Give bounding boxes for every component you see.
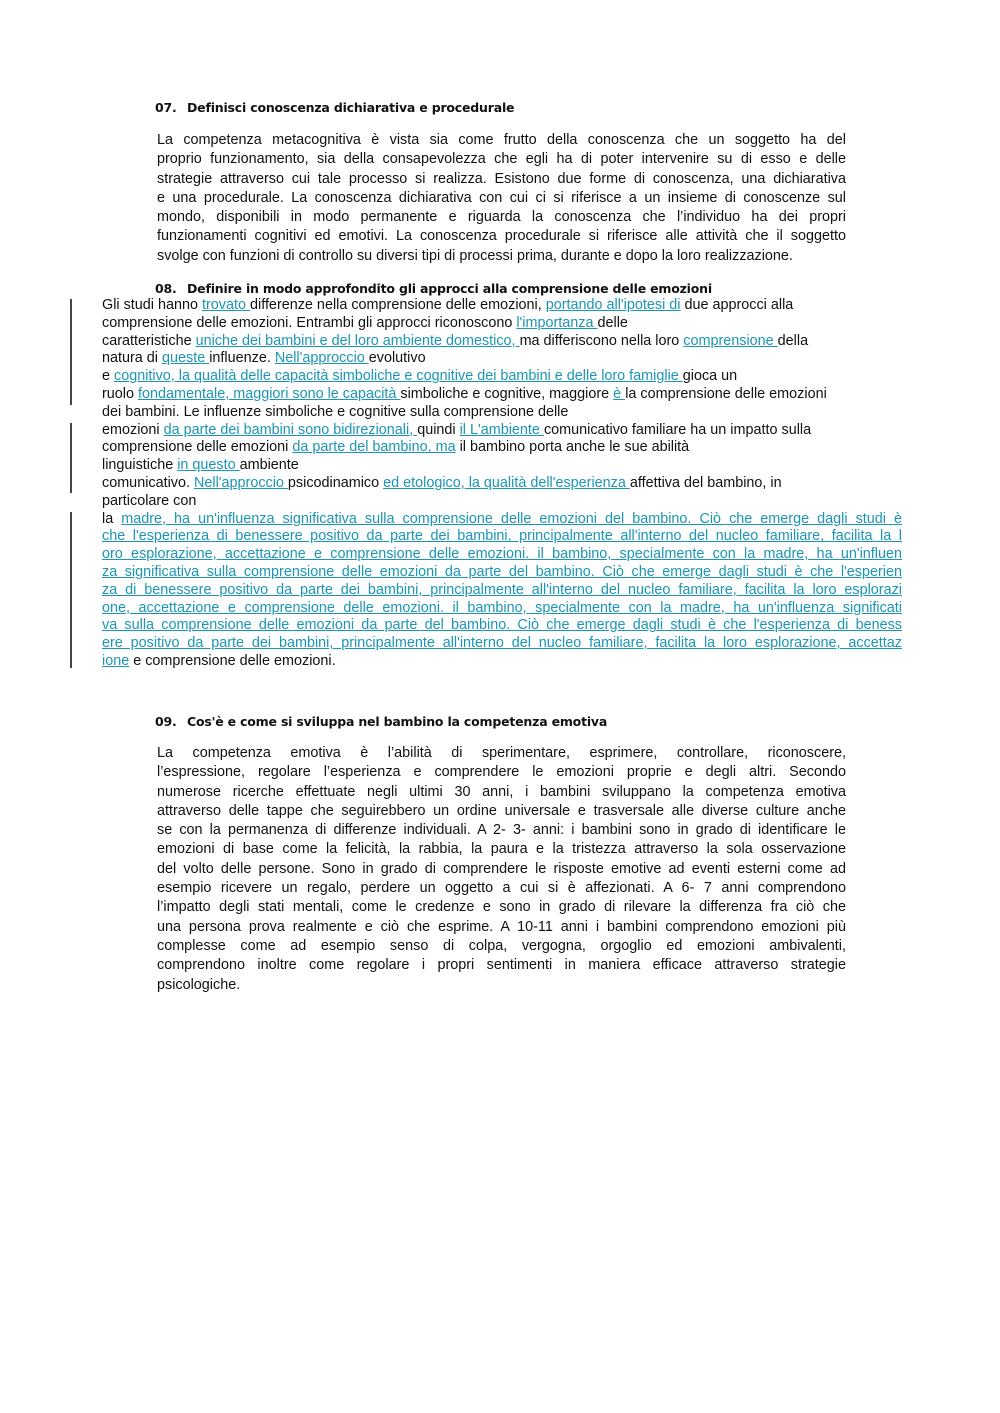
plain-text: la [102, 510, 122, 527]
plain-text: ma differiscono nella loro [519, 332, 684, 349]
q07-title: Definisci conoscenza dichiarativa e procedurale [187, 100, 515, 115]
plain-text: Gli studi hanno [102, 297, 202, 313]
tracked-change-text: va sulla comprensione delle emozioni da parte del bambino. Ciò che emerge dagli studi è che l'esperienza di beness [102, 617, 902, 634]
change-bar [70, 423, 72, 493]
text-line [102, 617, 902, 635]
plain-text: delle [597, 314, 628, 331]
plain-text: due approcci alla [680, 297, 794, 313]
text-line: psicologiche. [157, 976, 241, 993]
plain-text: gioca un [682, 368, 738, 385]
plain-text: emozioni [102, 421, 164, 438]
tracked-change-text: Nell'approccio [274, 350, 369, 367]
text-line [102, 564, 902, 582]
text-line: del volto delle persone. Sono in grado di comprendere le risposte emotive ad eventi esterni come ad [157, 860, 846, 877]
text-line: se con la permanenza di differenze individuali. A 2- 3- anni: i bambini sono in grado di identificare le [157, 822, 846, 839]
q08-number: 08. [155, 281, 177, 296]
text-line [102, 333, 902, 351]
tracked-change-text: Nell'approccio [193, 474, 288, 491]
text-line [102, 386, 902, 404]
q08-heading [155, 281, 712, 296]
text-line [102, 368, 902, 386]
text-line [102, 528, 902, 546]
tracked-change-text: trovato [202, 297, 250, 313]
q09-title: Cos'è e come si sviluppa nel bambino la competenza emotiva [187, 714, 608, 729]
tracked-change-text: ed etologico, la qualità dell'esperienza [383, 474, 630, 491]
plain-text: particolare con [102, 492, 197, 509]
tracked-change-text: cognitivo, la qualità delle capacità simboliche e cognitive dei bambini e delle loro famiglie [114, 368, 683, 385]
text-line: attraverso delle tappe che seguirebbero un ordine universale e trasversale alle diverse culture anche [157, 802, 846, 819]
text-line [102, 350, 902, 368]
tracked-change-text: comprensione [683, 332, 778, 349]
plain-text: psicodinamico [287, 474, 384, 491]
plain-text: comprensione delle emozioni [102, 439, 293, 456]
text-line: e una procedurale. La conoscenza dichiarativa con cui ci si riferisce a un insieme di conoscenze sul [157, 189, 846, 206]
plain-text: evolutivo [368, 350, 426, 367]
text-line [102, 653, 902, 671]
text-line: numerose ricerche effettuate negli ultimi 30 anni, i bambini sviluppano la competenza emotiva [157, 783, 846, 800]
q07-paragraph [157, 131, 846, 266]
text-line [102, 582, 902, 600]
plain-text: della [777, 332, 809, 349]
plain-text: quindi [417, 421, 460, 438]
tracked-change-text: one, accettazione e comprensione delle emozioni. il bambino, specialmente con la madre, ha un'influenza significati [102, 599, 902, 616]
change-bar [70, 512, 72, 668]
tracked-change-text: za di benessere positivo da parte dei bambini, principalmente all'interno del nucleo familiare, facilita la loro esplorazi [102, 581, 902, 598]
plain-text: simboliche e cognitive, maggiore [400, 385, 614, 402]
plain-text: comunicativo. [102, 474, 194, 491]
q09-heading [155, 714, 607, 729]
text-line: una persona prova realmente e ciò che esprime. A 10-11 anni i bambini comprendono emozioni più [157, 918, 846, 935]
tracked-change-text: da parte dei bambini sono bidirezionali, [163, 421, 418, 438]
text-line [102, 404, 902, 422]
plain-text: affettiva del bambino, in [629, 474, 782, 491]
text-line: mondo, disponibili in modo permanente e riguarda la conoscenza che l’individuo ha dei propri [157, 209, 846, 226]
text-line: comprendono inoltre come regolare i propri sentimenti in maniera efficace attraverso strategie [157, 957, 846, 974]
plain-text: e [102, 368, 115, 385]
text-line: La competenza emotiva è l’abilità di sperimentare, esprimere, controllare, riconoscere, [157, 745, 846, 761]
plain-text: influenze. [209, 350, 275, 367]
q08-paragraph [102, 297, 902, 671]
tracked-change-text: portando all'ipotesi di [545, 297, 681, 313]
q09-paragraph [157, 744, 846, 995]
tracked-change-text: l'importanza [516, 314, 598, 331]
text-line [102, 511, 902, 529]
text-line [102, 422, 902, 440]
tracked-change-text: in questo [177, 457, 240, 474]
tracked-change-text: ione [102, 652, 130, 669]
plain-text: e comprensione delle emozioni. [129, 652, 336, 669]
text-line: proprio funzionamento, sia della consapevolezza che egli ha di poter intervenire su di esso e delle [157, 151, 846, 168]
tracked-change-text: oro esplorazione, accettazione e comprensione delle emozioni. il bambino, specialmente con la madre, ha un'influen [102, 546, 902, 563]
plain-text: linguistiche [102, 457, 178, 474]
text-line: funzionamenti cognitivi ed emotivi. La conoscenza procedurale si riferisce alle attività che il soggetto [157, 228, 846, 245]
tracked-change-text: queste [162, 350, 210, 367]
text-line [102, 635, 902, 653]
tracked-change-text: za significativa sulla comprensione delle emozioni da parte del bambino. Ciò che emerge dagli studi è che l'esperien [102, 563, 902, 580]
text-line [102, 493, 902, 511]
q07-heading [155, 100, 514, 115]
text-line: strategie attraverso cui tale processo si realizza. Esistono due forme di conoscenza, una dichiarativa [157, 170, 846, 187]
tracked-change-text: madre, ha un'influenza significativa sulla comprensione delle emozioni del bambino. Ciò che emerge dagli studi è [121, 510, 902, 527]
text-line [102, 297, 902, 315]
text-line [102, 600, 902, 618]
tracked-change-text: uniche dei bambini e del loro ambiente domestico, [195, 332, 520, 349]
text-line: l’espressione, regolare l’esperienza e comprendere le emozioni proprie e degli altri. Secondo [157, 764, 846, 781]
tracked-change-text: il L'ambiente [459, 421, 544, 438]
text-line: complesse come ad esempio senso di colpa, vergogna, orgoglio ed emozioni ambivalenti, [157, 937, 846, 954]
plain-text: caratteristiche [102, 332, 196, 349]
text-line: svolge con funzioni di controllo su diversi tipi di processi prima, durante e dopo la loro realizzazione. [157, 247, 793, 264]
text-line [102, 475, 902, 493]
tracked-change-text: ere positivo da parte dei bambini, principalmente all'interno del nucleo familiare, facilita la loro esplorazione, accettaz [102, 635, 902, 652]
change-bar [70, 299, 72, 405]
text-line: esempio ricevere un regalo, perdere un oggetto a cui si è affezionati. A 6- 7 anni comprendono [157, 880, 846, 897]
q08-title: Definire in modo approfondito gli approcci alla comprensione delle emozioni [187, 281, 712, 296]
plain-text: ambiente [239, 457, 299, 474]
text-line [102, 457, 902, 475]
text-line [102, 546, 902, 564]
text-line: emozioni di base come la felicità, la rabbia, la paura e la tristezza attraverso la sola osservazione [157, 841, 846, 858]
plain-text: dei bambini. Le influenze simboliche e cognitive sulla comprensione delle [102, 403, 569, 420]
plain-text: comunicativo familiare ha un impatto sulla [543, 421, 812, 438]
plain-text: comprensione delle emozioni. Entrambi gli approcci riconoscono [102, 314, 517, 331]
text-line [102, 439, 902, 457]
text-line: l’impatto degli stati mentali, come le credenze e sono in grado di rilevare la differenza fra ciò che [157, 899, 846, 916]
tracked-change-text: è [613, 385, 626, 402]
plain-text: natura di [102, 350, 163, 367]
tracked-change-text: che l'esperienza di benessere positivo da parte dei bambini, principalmente all'interno del nucleo familiare, facilita la l [102, 528, 902, 545]
plain-text: ruolo [102, 385, 138, 402]
plain-text: la comprensione delle emozioni [625, 385, 827, 402]
tracked-change-text: fondamentale, maggiori sono le capacità [138, 385, 401, 402]
q07-number: 07. [155, 100, 177, 115]
q09-number: 09. [155, 714, 177, 729]
plain-text: differenze nella comprensione delle emozioni, [250, 297, 546, 313]
text-line: La competenza metacognitiva è vista sia come frutto della conoscenza che un soggetto ha del [157, 132, 846, 148]
plain-text: il bambino porta anche le sue abilità [455, 439, 690, 456]
text-line [102, 315, 902, 333]
tracked-change-text: da parte del bambino, ma [292, 439, 456, 456]
